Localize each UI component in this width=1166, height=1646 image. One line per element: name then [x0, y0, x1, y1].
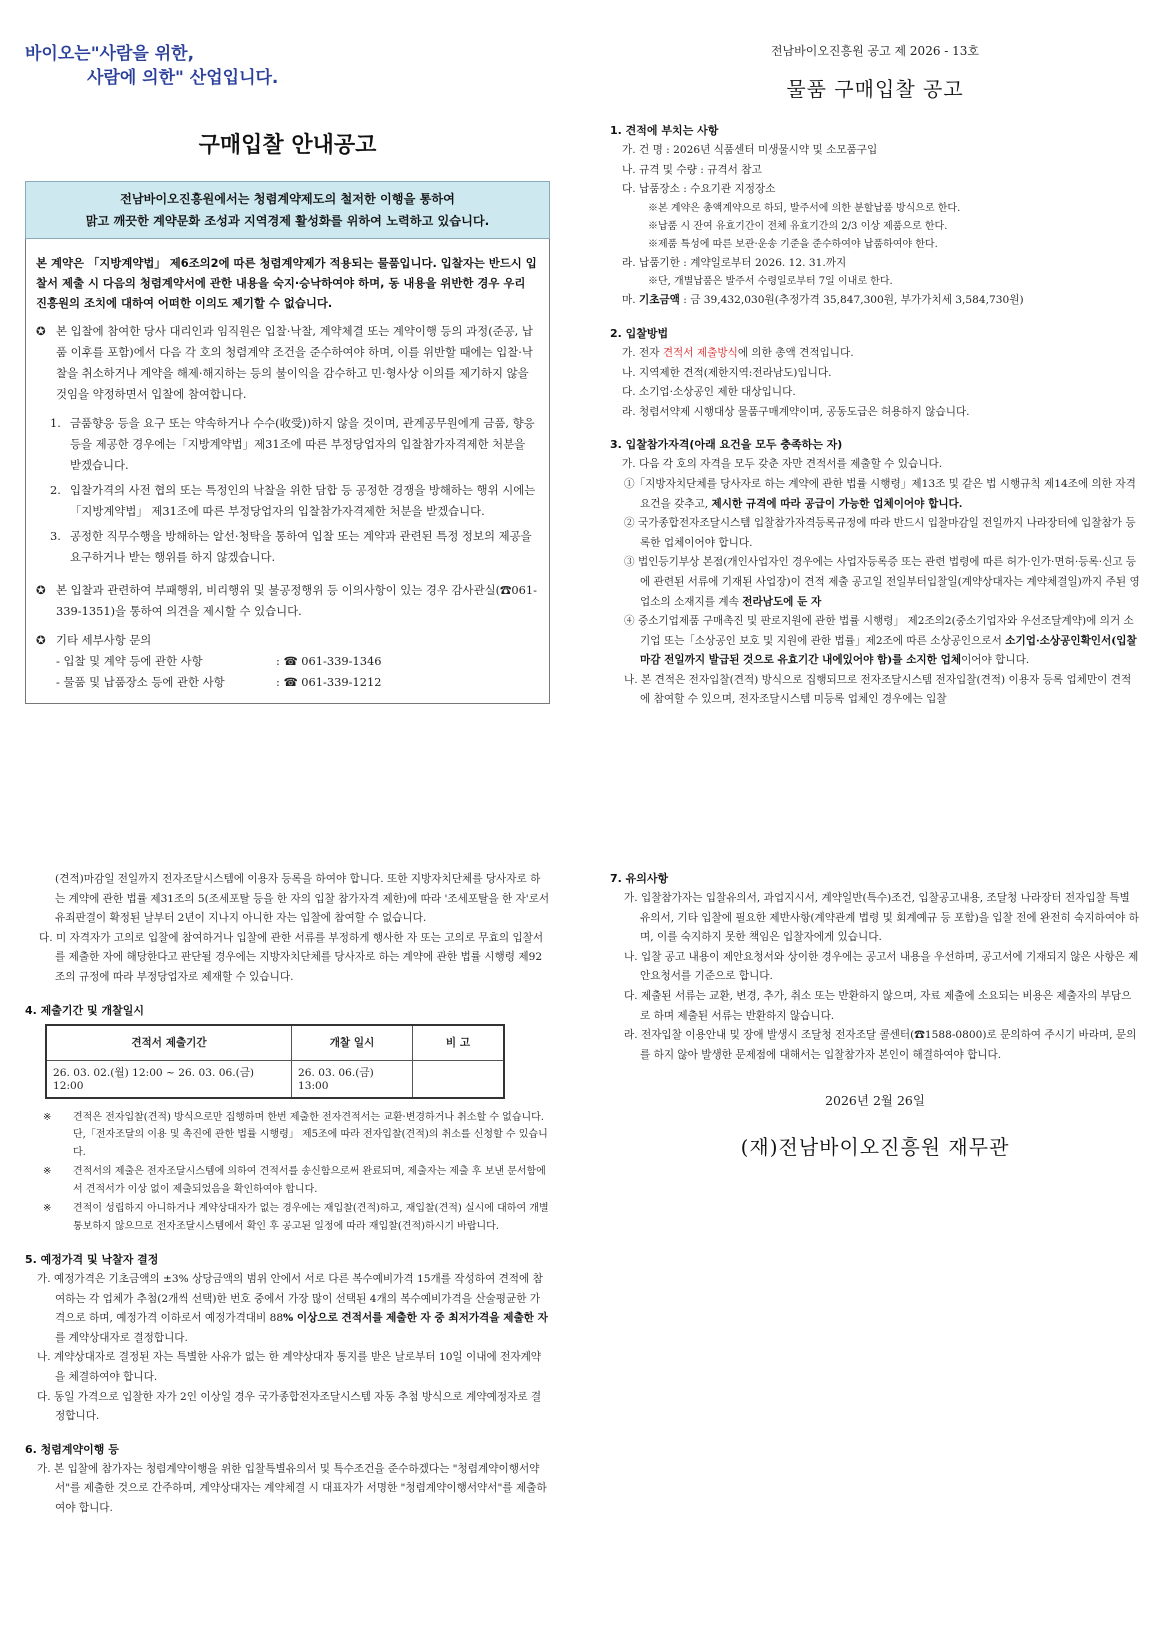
note-mark: ※: [43, 1203, 52, 1215]
item-text: 공정한 직무수행을 방해하는 알선·청탁을 통하여 입찰 또는 계약과 관련된 특정 정보의 제공을 요구하거나 받는 행위를 하지 않겠습니다.: [70, 529, 532, 564]
s7-item-a: 가. 입찰참가자는 입찰유의서, 과업지시서, 계약일반(특수)조건, 입찰공고내용, 조달청 나라장터 전자입찰 특별 유의서, 기타 입찰에 필요한 제반사항(계약관계 법령 및 회계예규 등 포함)을 입찰 전에 완전히 숙지하여야 하며, 이를 숙지하지 못한 책임은 입찰자에게 있습니다.: [624, 892, 1139, 944]
section-3-title: 3. 입찰참가자격(아래 요건을 모두 충족하는 자): [610, 438, 843, 452]
note-item: [25, 1200, 550, 1235]
bid-notice-page-1: [610, 42, 1140, 842]
bid-notice-page-2: [25, 870, 550, 1590]
s1-deadline: 라. 납품기한 : 계약일로부터 2026. 12. 31.까지: [622, 256, 847, 269]
s1-base-prefix: 마.: [622, 294, 639, 307]
banner-line-1: 전남바이오진흥원에서는 청렴계약제도의 철저한 이행을 통하여: [120, 192, 455, 206]
note-item: [25, 1109, 550, 1162]
s1-place: 다. 납품장소 : 수요기관 지정장소: [622, 183, 776, 196]
bullet-star-icon: ✪: [36, 324, 46, 338]
bullet-audit-text: 본 입찰과 관련하여 부패행위, 비리행위 및 불공정행위 등 이의사항이 있는 경우 감사관실(☎061-339-1351)을 통하여 의견을 제시할 수 있습니다.: [56, 583, 537, 618]
issuer-name: (재)전남바이오진흥원 재무관: [740, 1135, 1010, 1160]
integrity-notice: 본 계약은 「지방계약법」 제6조의2에 따른 청렴계약제가 적용되는 물품입니다. 입찰자는 반드시 입찰서 제출 시 다음의 청렴계약서에 관한 내용을 숙지·승낙하여야 하며, 동 내용을 위반한 경우 우리 진흥원의 조치에 대하여 어떠한 이의도 제기할 수 없습니다.: [36, 256, 537, 310]
s1-spec: 나. 규격 및 수량 : 규격서 참고: [622, 163, 762, 176]
notice-title: 물품 구매입찰 공고: [786, 77, 964, 101]
s7-item-b: 나. 입찰 공고 내용이 제안요청서와 상이한 경우에는 공고서 내용을 우선하며, 공고서에 기재되지 않은 사항은 제안요청서를 기준으로 합니다.: [624, 950, 1139, 983]
note-item: [25, 1163, 550, 1198]
s5-item-c: 다. 동일 가격으로 입찰한 자가 2인 이상일 경우 국가종합전자조달시스템 자동 추첨 방식으로 계약예정자로 결정합니다.: [37, 1390, 542, 1423]
table-cell: 26. 03. 02.(월) 12:00 ~ 26. 03. 06.(금) 12:00: [46, 1060, 292, 1098]
s2-a-highlight: 견적서 제출방식: [662, 346, 738, 359]
s7-item-d: 라. 전자입찰 이용안내 및 장애 발생시 조달청 전자조달 콜센터(☎1588-0800)로 문의하여 주시기 바라며, 문의를 하지 않아 발생한 문제점에 대해서는 입찰참가자 본인이 해결하여야 합니다.: [624, 1029, 1137, 1061]
table-header: 견적서 제출기간: [46, 1025, 292, 1061]
bullet-star-icon: ✪: [36, 583, 46, 597]
s3-item-1: [610, 475, 1140, 514]
s3-intro: 가. 다음 각 호의 자격을 모두 갖춘 자만 견적서를 제출할 수 있습니다.: [622, 458, 943, 471]
slogan-line-1: 바이오는"사람을 위한,: [25, 44, 195, 64]
section-5-title: 5. 예정가격 및 낙찰자 결정: [25, 1253, 159, 1267]
bullet-audit: [36, 580, 539, 622]
s3-sanction: 다. 미 자격자가 고의로 입찰에 참여하거나 입찰에 관한 서류를 부정하게 행사한 자 또는 고의로 무효의 입찰서를 제출한 자에 해당한다고 판단될 경우에는 지방자치단체를 당사자로 하는 계약에 관한 법률 시행령 제92조의 규정에 따라 부정당업자로 제재할 수 있습니다.: [39, 931, 544, 983]
bullet-inquiry-text: 기타 세부사항 문의: [56, 633, 152, 647]
note-text: 견적은 전자입찰(견적) 방식으로만 집행하며 한번 제출한 전자견적서는 교환·변경하거나 취소할 수 없습니다. 단,「전자조달의 이용 및 촉진에 관한 법률 시행령」 제5조에 따라 전자입찰(견적)의 취소를 신청할 수 있습니다.: [73, 1111, 548, 1158]
integrity-terms-box: [25, 239, 550, 704]
guide-notice-panel: [25, 42, 550, 842]
contact-phone: : ☎ 061-339-1212: [276, 675, 382, 689]
bullet-inquiry: [36, 630, 539, 651]
s1-base-value: : 금 39,432,030원(추정가격 35,847,300원, 부가가치세 3,584,730원): [679, 294, 1024, 307]
s3-item-bold: 제시한 규격에 따라 공급이 가능한 업체이어야 합니다.: [711, 497, 963, 510]
table-header-row: [46, 1025, 504, 1061]
notice-date: 2026년 2월 26일: [825, 1093, 925, 1109]
s3-item-text: ④ 중소기업제품 구매촉진 및 판로지원에 관한 법률 시행령」 제2조의2(중소기업자와 우선조달계약)에 의거 소기업 또는「소상공인 보호 및 지원에 관한 법률」제2조에 따른 소상공인으로서: [624, 615, 1134, 647]
integrity-banner: [25, 181, 550, 239]
s3-item-bold: 전라남도에 둔 자: [742, 595, 822, 608]
contact-label: - 입찰 및 계약 등에 관한 사항: [56, 654, 203, 668]
s6-item-a: 가. 본 입찰에 참가자는 청렴계약이행을 위한 입찰특별유의서 및 특수조건을 준수하겠다는 "청렴계약이행서약서"를 제출한 것으로 간주하며, 계약상대자는 계약체결 시 대표자가 서명한 "청렴계약이행서약서"를 제출하여야 합니다.: [37, 1462, 547, 1514]
item-number: 3.: [50, 529, 61, 543]
contact-contract: [36, 651, 539, 672]
section-4-title: 4. 제출기간 및 개찰일시: [25, 1003, 144, 1017]
section-6-title: 6. 청렴계약이행 등: [25, 1442, 119, 1456]
s2-a-suffix: 에 의한 총액 견적입니다.: [737, 346, 854, 359]
item-number: 1.: [50, 416, 61, 430]
section-7-title: 7. 유의사항: [610, 872, 669, 885]
s3-item-suffix: 이어야 합니다.: [961, 654, 1030, 667]
numbered-item: [36, 526, 539, 568]
table-row: [46, 1060, 504, 1098]
s1-base-amount: [610, 291, 1140, 311]
contact-goods: [36, 672, 539, 693]
s5-a-suffix: 를 계약상대자로 결정합니다.: [55, 1331, 188, 1344]
note-mark: ※: [43, 1166, 52, 1178]
numbered-item: [36, 480, 539, 522]
s1-base-label: 기초금액: [638, 294, 680, 307]
table-header: 비 고: [413, 1025, 505, 1061]
note-text: 견적이 성립하지 아니하거나 계약상대자가 없는 경우에는 재입찰(견적)하고, 재입찰(견적) 실시에 대하여 개별통보하지 않으므로 전자조달시스템에서 확인 후 공고된 일정에 따라 재입찰(견적)하시기 바랍니다.: [73, 1203, 549, 1232]
numbered-item: [36, 413, 539, 476]
item-number: 2.: [50, 483, 61, 497]
table-cell: 26. 03. 06.(금) 13:00: [292, 1060, 413, 1098]
s5-a-text: 가. 예정가격은 기초금액의 ±3% 상당금액의 범위 안에서 서로 다른 복수예비가격 15개를 작성하여 견적에 참여하는 각 업체가 추첨(2개씩 선택)한 번호 중에서 가장 많이 선택된 4개의 복수예비가격을 산술평균한 가격으로 하며, 예정가격 이하로서 예정가격대비 88: [37, 1273, 543, 1325]
note-text: 견적서의 제출은 전자조달시스템에 의하여 견적서를 송신함으로써 완료되며, 제출자는 제출 후 보낸 문서함에서 견적서가 이상 없이 제출되었음을 확인하여야 합니다.: [73, 1166, 546, 1195]
table-cell: [413, 1060, 505, 1098]
s3-item-4: [610, 612, 1140, 671]
s1-note: ※본 계약은 총액계약으로 하되, 발주서에 의한 분할납품 방식으로 한다.: [648, 202, 961, 214]
item-text: 입찰가격의 사전 협의 또는 특정인의 낙찰을 위한 담합 등 공정한 경쟁을 방해하는 행위 시에는 「지방계약법」 제31조에 따른 부정당업자의 입찰참가자격제한 처분을 받겠습니다.: [70, 483, 536, 518]
s5-item-b: 나. 계약상대자로 결정된 자는 특별한 사유가 없는 한 계약상대자 통지를 받은 날로부터 10일 이내에 전자계약을 체결하여야 합니다.: [37, 1351, 542, 1384]
schedule-table: [45, 1024, 505, 1099]
s5-a-bold: % 이상으로 견적서를 제출한 자 중 최저가격을 제출한 자: [283, 1312, 548, 1325]
contact-phone: : ☎ 061-339-1346: [276, 654, 382, 668]
s2-region: 나. 지역제한 견적(제한지역:전라남도)입니다.: [622, 366, 832, 379]
note-mark: ※: [43, 1111, 52, 1123]
s1-item-name: 가. 건 명 : 2026년 식품센터 미생물시약 및 소모품구입: [622, 144, 878, 156]
table-header: 개찰 일시: [292, 1025, 413, 1061]
bullet-star-icon: ✪: [36, 633, 46, 647]
bid-notice-page-3: [610, 870, 1140, 1590]
slogan: [25, 42, 550, 90]
s1-note: ※단, 개별납품은 발주서 수령일로부터 7일 이내로 한다.: [648, 276, 893, 288]
s3-item-bold: 소기업·소상공인확인서(입찰마감 전일까지 발급된 것으로 유효기간 내에있어야 함)를 소지한 업체: [640, 634, 1137, 667]
s3-item-3: [610, 553, 1140, 612]
section-1-title: 1. 견적에 부치는 사항: [610, 124, 719, 137]
s1-note: ※제품 특성에 따른 보관·운송 기준을 준수하여야 납품하여야 한다.: [648, 238, 938, 250]
continued-text: (견적)마감일 전일까지 전자조달시스템에 이용자 등록을 하여야 합니다. 또한 지방자치단체를 당사자로 하는 계약에 관한 법률 제31조의 5(조세포탈 등을 한 자의 입찰 참가자격 제한)에 따라 '조세포탈을 한 자'로서 유죄판결이 확정된 날부터 2년이 지나지 아니한 자는 입찰에 참여할 수 없습니다.: [55, 873, 550, 925]
bullet-pledge: [36, 321, 539, 405]
s1-note: ※납품 시 잔여 유효기간이 전체 유효기간의 2/3 이상 제품으로 한다.: [648, 220, 948, 232]
contact-label: - 물품 및 납품장소 등에 관한 사항: [56, 675, 225, 689]
s7-item-c: 다. 제출된 서류는 교환, 변경, 추가, 취소 또는 반환하지 않으며, 자료 제출에 소요되는 비용은 제출자의 부담으로 하며 제출된 서류는 반환하지 않습니다.: [624, 989, 1132, 1022]
s3-item-text: ①「지방자치단체를 당사자로 하는 계약에 관한 법률 시행령」제13조 및 같은 법 시행규칙 제14조에 의한 자격요건을 갖추고,: [624, 477, 1136, 510]
section-2-title: 2. 입찰방법: [610, 326, 669, 340]
banner-line-2: 맑고 깨끗한 계약문화 조성과 지역경제 활성화를 위하여 노력하고 있습니다.: [85, 214, 490, 228]
item-text: 금품향응 등을 요구 또는 약속하거나 수수(收受))하지 않을 것이며, 관계공무원에게 금품, 향응 등을 제공한 경우에는「지방계약법」제31조에 따른 부정당업자의 입찰참가자격제한 처분을 받겠습니다.: [70, 416, 535, 472]
s2-a-prefix: 가. 전자: [622, 346, 663, 359]
guide-title: 구매입찰 안내공고: [198, 133, 377, 158]
s2-small-biz: 다. 소기업·소상공인 제한 대상입니다.: [622, 386, 796, 399]
notice-number: 전남바이오진흥원 공고 제 2026 - 13호: [770, 44, 980, 58]
s3-electronic: 나. 본 견적은 전자입찰(견적) 방식으로 집행되므로 전자조달시스템 전자입찰(견적) 이용자 등록 업체만이 견적에 참여할 수 있으며, 전자조달시스템 미등록 업체인 경우에는 입찰: [624, 673, 1132, 706]
schedule-notes: [25, 1109, 550, 1236]
bullet-pledge-text: 본 입찰에 참여한 당사 대리인과 임직원은 입찰·낙찰, 계약체결 또는 계약이행 등의 과정(준공, 납품 이후를 포함)에서 다음 각 호의 청렴계약 조건을 준수하여야 하며, 이를 위반할 때에는 입찰·낙찰을 취소하거나 계약을 해제·해지하는 등의 불이익을 감수하고 민·형사상 이의를 제기하지 않을 것임을 약정하면서 입찰에 참여합니다.: [56, 324, 533, 401]
s2-method: [610, 344, 1140, 364]
s2-integrity: 라. 청렴서약제 시행대상 물품구매계약이며, 공동도급은 허용하지 않습니다.: [622, 405, 970, 418]
s3-item-text: ③ 법인등기부상 본점(개인사업자인 경우에는 사업자등록증 또는 관련 법령에 따른 허가·인가·면허·등록·신고 등에 관련된 서류에 기재된 사업장)이 견적 제출 공고일 전일부터입찰일(계약상대자는 계약체결일)까지 주된 영업소의 소재지를 계속: [624, 556, 1140, 608]
s3-item-2: ② 국가종합전자조달시스템 입찰참가자격등록규정에 따라 반드시 입찰마감일 전일까지 나라장터에 입찰참가 등록한 업체이어야 합니다.: [624, 517, 1136, 549]
slogan-line-2: 사람에 의한" 산업입니다.: [87, 68, 279, 88]
s5-item-a: [25, 1270, 550, 1348]
